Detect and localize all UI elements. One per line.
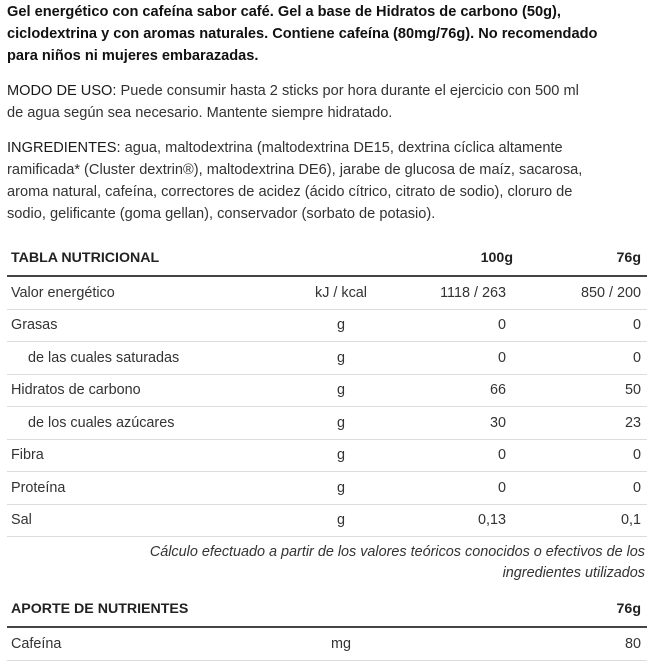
nutrient-unit: g (293, 472, 389, 505)
table-row (7, 439, 647, 472)
value-100g: 0 (389, 342, 513, 375)
nutrient-unit: g (293, 309, 389, 342)
nutrient-name: de los cuales azúcares (7, 407, 293, 440)
nutrients-table-title: APORTE DE NUTRIENTES (7, 592, 293, 627)
ingredients-label: INGREDIENTES: (7, 140, 121, 156)
table-row (7, 627, 647, 660)
ingredients-text: agua, maltodextrina (maltodextrina DE15, dextrina cíclica altamente (120, 140, 563, 156)
value-76g: 50 (513, 374, 647, 407)
nutrient-name: Valor energético (7, 276, 293, 309)
column-header-100g: 100g (389, 241, 513, 276)
table-row (7, 407, 647, 440)
table-row (7, 342, 647, 375)
table-row (7, 276, 647, 309)
nutrient-unit: g (293, 342, 389, 375)
value-100g: 0 (389, 309, 513, 342)
nutrient-unit: g (293, 439, 389, 472)
value-76g: 0 (513, 472, 647, 505)
nutrient-unit: kJ / kcal (293, 276, 389, 309)
note-line: ingredientes utilizados (502, 565, 645, 581)
nutrient-name: Cafeína (7, 627, 293, 660)
description-line: ciclodextrina y con aromas naturales. Contiene cafeína (80mg/76g). No recomendado (7, 26, 598, 42)
product-info (7, 0, 647, 661)
description-line: para niños ni mujeres embarazadas. (7, 48, 259, 64)
nutrient-name: Fibra (7, 439, 293, 472)
nutrition-table (7, 241, 647, 537)
column-header-76g: 76g (513, 241, 647, 276)
ingredients-section (7, 137, 647, 225)
nutrient-unit: g (293, 374, 389, 407)
value-100g: 1118 / 263 (389, 276, 513, 309)
value-76g: 0,1 (513, 504, 647, 537)
nutrient-unit: g (293, 407, 389, 440)
nutrients-table (7, 592, 647, 661)
nutrient-name: Sal (7, 504, 293, 537)
product-description (7, 1, 647, 67)
usage-label: MODO DE USO: (7, 83, 117, 99)
nutrient-name: de las cuales saturadas (7, 342, 293, 375)
column-header-76g: 76g (513, 592, 647, 627)
nutrition-table-title: TABLA NUTRICIONAL (7, 241, 293, 276)
value-76g: 850 / 200 (513, 276, 647, 309)
nutrient-unit: g (293, 504, 389, 537)
table-row (7, 309, 647, 342)
calculation-note (7, 542, 647, 584)
table-row (7, 504, 647, 537)
note-line: Cálculo efectuado a partir de los valores teóricos conocidos o efectivos de los (149, 544, 645, 560)
value-100g: 66 (389, 374, 513, 407)
nutrient-name: Proteína (7, 472, 293, 505)
ingredients-text: sodio, gelificante (goma gellan), conservador (sorbato de potasio). (7, 206, 436, 222)
value-76g: 0 (513, 309, 647, 342)
nutrient-name: Grasas (7, 309, 293, 342)
value-76g: 0 (513, 439, 647, 472)
usage-text: Puede consumir hasta 2 sticks por hora durante el ejercicio con 500 ml (116, 83, 579, 99)
nutrient-name: Hidratos de carbono (7, 374, 293, 407)
value-76g: 80 (513, 627, 647, 660)
ingredients-text: aroma natural, cafeína, correctores de acidez (ácido cítrico, citrato de sodio), cloruro de (7, 184, 573, 200)
nutrient-unit: mg (293, 627, 389, 660)
value-100g: 30 (389, 407, 513, 440)
value-100g: 0 (389, 472, 513, 505)
ingredients-text: ramificada* (Cluster dextrin®), maltodextrina DE6), jarabe de glucosa de maíz, sacarosa, (7, 162, 583, 178)
description-line: Gel energético con cafeína sabor café. Gel a base de Hidratos de carbono (50g), (7, 4, 561, 20)
value-100g: 0,13 (389, 504, 513, 537)
value-76g: 23 (513, 407, 647, 440)
value-100g: 0 (389, 439, 513, 472)
nutrients-table-header (7, 592, 647, 627)
value-76g: 0 (513, 342, 647, 375)
table-row (7, 472, 647, 505)
usage-text: de agua según sea necesario. Mantente siempre hidratado. (7, 105, 393, 121)
table-row (7, 374, 647, 407)
nutrition-table-header (7, 241, 647, 276)
usage-section (7, 80, 647, 124)
